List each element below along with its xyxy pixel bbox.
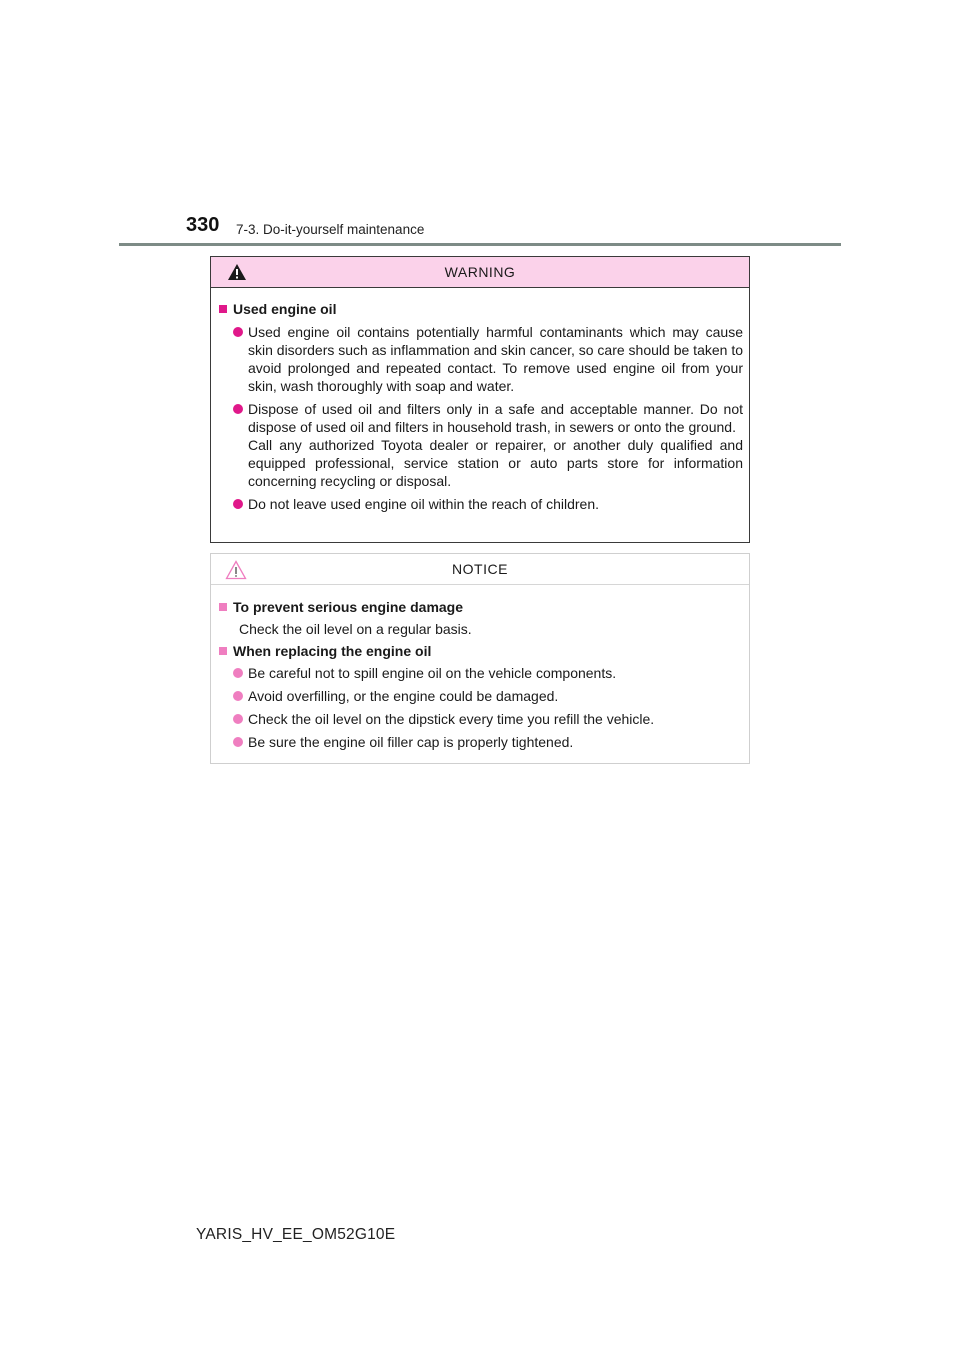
bullet-text: Avoid overfilling, or the engine could be damaged. — [248, 688, 559, 704]
warning-heading-text: Used engine oil — [233, 301, 337, 317]
square-bullet-icon — [219, 647, 227, 655]
circle-bullet-icon — [233, 327, 243, 337]
notice-title: NOTICE — [452, 561, 508, 577]
bullet-text: Used engine oil contains potentially harmful contaminants which may cause skin disorders such as inflammation and skin cancer, so care should be taken to avoid prolonged and repeated contact. To remove used engine oil from your skin, wash thoroughly with soap and water. — [248, 324, 743, 394]
bullet-text-line: Dispose of used oil and filters only in a safe and acceptable manner. Do not dispose of used oil and filters in household trash, in sewers or onto the ground. — [248, 401, 743, 435]
notice-heading-text: When replacing the engine oil — [233, 643, 432, 659]
bullet-text: Be careful not to spill engine oil on the vehicle components. — [248, 665, 617, 681]
circle-bullet-icon — [233, 499, 243, 509]
square-bullet-icon — [219, 305, 227, 313]
bullet-text: Be sure the engine oil filler cap is properly tightened. — [248, 734, 574, 750]
circle-bullet-icon — [233, 714, 243, 724]
notice-heading-text: To prevent serious engine damage — [233, 599, 464, 615]
bullet-text: Do not leave used engine oil within the reach of children. — [248, 496, 599, 512]
list-item — [219, 710, 743, 728]
list-item — [219, 687, 743, 705]
section-title: 7-3. Do-it-yourself maintenance — [236, 222, 425, 237]
warning-body — [211, 288, 749, 513]
list-item — [219, 664, 743, 682]
notice-heading — [219, 598, 743, 616]
notice-box — [210, 553, 750, 764]
warning-box — [210, 256, 750, 543]
list-item — [219, 495, 743, 513]
notice-heading — [219, 642, 743, 660]
page-number: 330 — [186, 214, 220, 236]
list-item — [219, 400, 743, 490]
bullet-text: Check the oil level on the dipstick every time you refill the vehicle. — [248, 711, 655, 727]
notice-text: Check the oil level on a regular basis. — [239, 621, 472, 637]
bullet-text-continuation: Call any authorized Toyota dealer or repairer, or another duly qualified and equipped professional, service station or auto parts store for information concerning recycling or disposal. — [248, 437, 743, 489]
document-code: YARIS_HV_EE_OM52G10E — [196, 1226, 396, 1243]
list-item — [219, 323, 743, 395]
circle-bullet-icon — [233, 691, 243, 701]
notice-body — [211, 585, 749, 751]
warning-heading — [219, 300, 743, 318]
square-bullet-icon — [219, 603, 227, 611]
bullet-text — [248, 400, 743, 490]
list-item — [219, 733, 743, 751]
notice-header — [211, 554, 749, 585]
warning-triangle-icon — [227, 263, 247, 281]
warning-header — [211, 257, 749, 288]
header-rule — [119, 243, 841, 246]
warning-title: WARNING — [444, 264, 516, 280]
circle-bullet-icon — [233, 404, 243, 414]
caution-triangle-outline-icon — [225, 560, 247, 580]
circle-bullet-icon — [233, 737, 243, 747]
circle-bullet-icon — [233, 668, 243, 678]
